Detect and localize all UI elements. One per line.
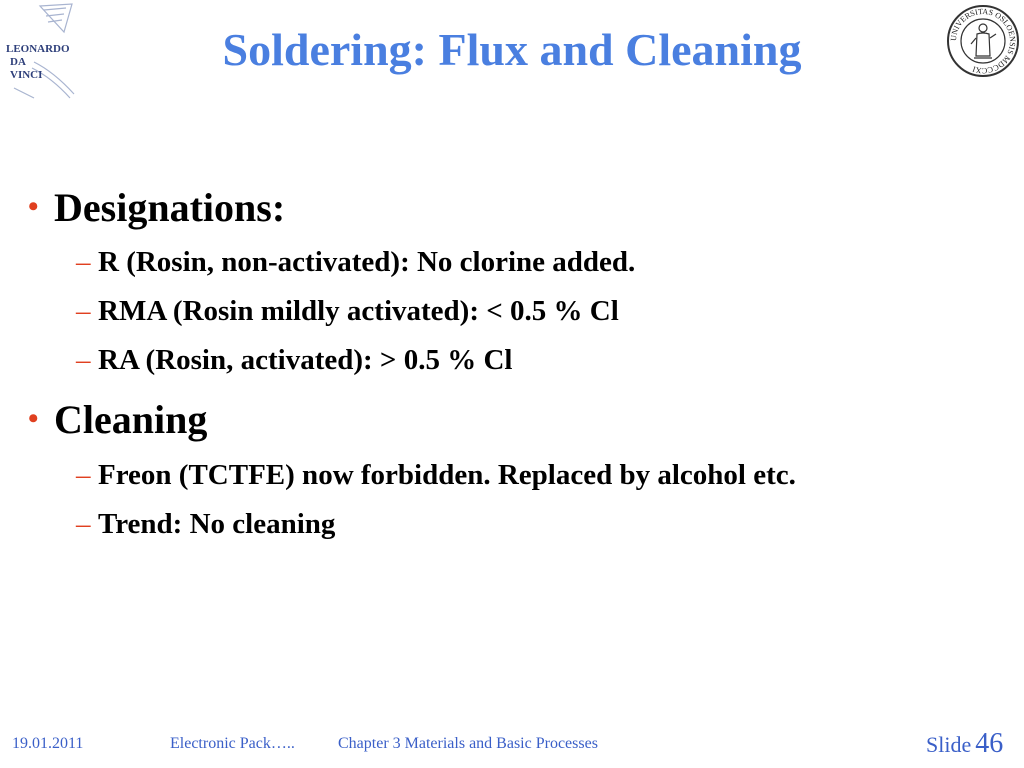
slide-number-value: 46 — [975, 728, 1004, 759]
slide-label: Slide — [926, 732, 972, 757]
footer-date: 19.01.2011 — [12, 735, 84, 752]
sub-item-trend — [76, 506, 335, 542]
sub-item-text: Freon (TCTFE) now forbidden. Replaced by alcohol etc. — [98, 459, 796, 491]
sub-item-rosin — [76, 244, 635, 280]
svg-text:VINCI: VINCI — [10, 69, 43, 81]
footer-chapter: Chapter 3 Materials and Basic Processes — [338, 735, 598, 752]
bullet-icon: • — [28, 402, 39, 435]
bullet-heading: Cleaning — [54, 397, 208, 442]
sub-item-text: RA (Rosin, activated): > 0.5 % Cl — [98, 344, 513, 376]
svg-text:DA: DA — [10, 56, 26, 68]
footer-course: Electronic Pack….. — [170, 735, 295, 752]
bullet-cleaning — [28, 395, 207, 444]
sub-item-ra — [76, 342, 512, 378]
sub-item-rma — [76, 293, 619, 329]
svg-text:LEONARDO: LEONARDO — [6, 43, 70, 55]
bullet-heading: Designations: — [54, 185, 286, 230]
slide-title: Soldering: Flux and Cleaning — [222, 24, 802, 75]
sub-item-text: RMA (Rosin mildly activated): < 0.5 % Cl — [98, 295, 619, 327]
dash-icon: – — [76, 508, 91, 540]
sub-item-text: R (Rosin, non-activated): No clorine added. — [98, 246, 636, 278]
dash-icon: – — [76, 459, 91, 491]
sub-item-freon — [76, 457, 796, 493]
dash-icon: – — [76, 295, 91, 327]
bullet-icon: • — [28, 190, 39, 223]
seal-ring-text: UNIVERSITAS OSLOENSIS MDCCCXI — [948, 6, 1018, 76]
slide-number — [926, 728, 1003, 764]
bullet-designations — [28, 183, 285, 232]
dash-icon: – — [76, 246, 91, 278]
sub-item-text: Trend: No cleaning — [98, 508, 336, 540]
dash-icon: – — [76, 344, 91, 376]
